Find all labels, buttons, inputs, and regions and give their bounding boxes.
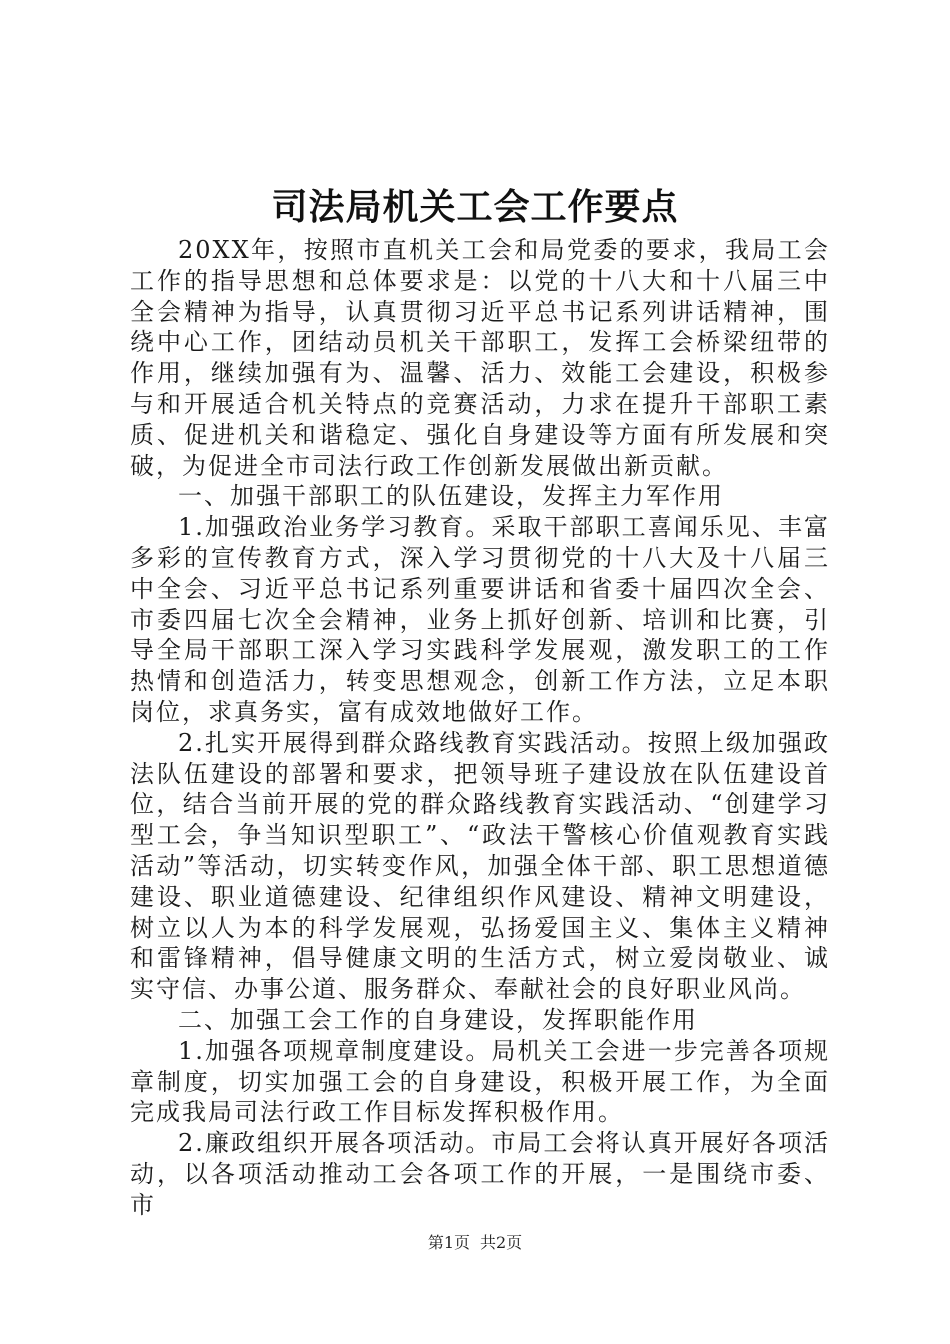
page-footer	[0, 1231, 950, 1255]
paragraph-1-2: 2.扎实开展得到群众路线教育实践活动。按照上级加强政法队伍建设的部署和要求，把领导班子建设放在队伍建设首位，结合当前开展的党的群众路线教育实践活动、“创建学习型工会，争当知识型职工”、“政法干警核心价值观教育实践活动”等活动，切实转变作风，加强全体干部、职工思想道德建设、职业道德建设、纪律组织作风建设、精神文明建设，树立以人为本的科学发展观，弘扬爱国主义、集体主义精神和雷锋精神，倡导健康文明的生活方式，树立爱岗敬业、诚实守信、办事公道、服务群众、奉献社会的良好职业风尚。	[130, 728, 830, 1004]
section-heading-2: 二、加强工会工作的自身建设，发挥职能作用	[178, 1005, 698, 1034]
document-body	[130, 235, 830, 1221]
paragraph-1-1: 1.加强政治业务学习教育。采取干部职工喜闻乐见、丰富多彩的宣传教育方式，深入学习贯彻党的十八大及十八届三中全会、习近平总书记系列重要讲话和省委十届四次全会、市委四届七次全会精神，业务上抓好创新、培训和比赛，引导全局干部职工深入学习实践科学发展观，激发职工的工作热情和创造活力，转变思想观念，创新工作方法，立足本职岗位，求真务实，富有成效地做好工作。	[130, 513, 830, 726]
paragraph-2-1: 1.加强各项规章制度建设。局机关工会进一步完善各项规章制度，切实加强工会的自身建设，积极开展工作，为全面完成我局司法行政工作目标发挥积极作用。	[130, 1036, 830, 1127]
section-heading-1: 一、加强干部职工的队伍建设，发挥主力军作用	[178, 482, 724, 511]
page-total: 共2页	[480, 1233, 523, 1252]
document-title: 司法局机关工会工作要点	[271, 186, 679, 228]
paragraph-2-2: 2.廉政组织开展各项活动。市局工会将认真开展好各项活动，以各项活动推动工会各项工作的开展，一是围绕市委、市	[130, 1129, 830, 1219]
paragraph-intro: 20XX年，按照市直机关工会和局党委的要求，我局工会工作的指导思想和总体要求是：以党的十八大和十八届三中全会精神为指导，认真贯彻习近平总书记系列讲话精神，围绕中心工作，团结动员机关干部职工，发挥工会桥梁纽带的作用，继续加强有为、温馨、活力、效能工会建设，积极参与和开展适合机关特点的竞赛活动，力求在提升干部职工素质、促进机关和谐稳定、强化自身建设等方面有所发展和突破，为促进全市司法行政工作创新发展做出新贡献。	[130, 236, 830, 480]
page-number: 第1页	[427, 1233, 470, 1252]
